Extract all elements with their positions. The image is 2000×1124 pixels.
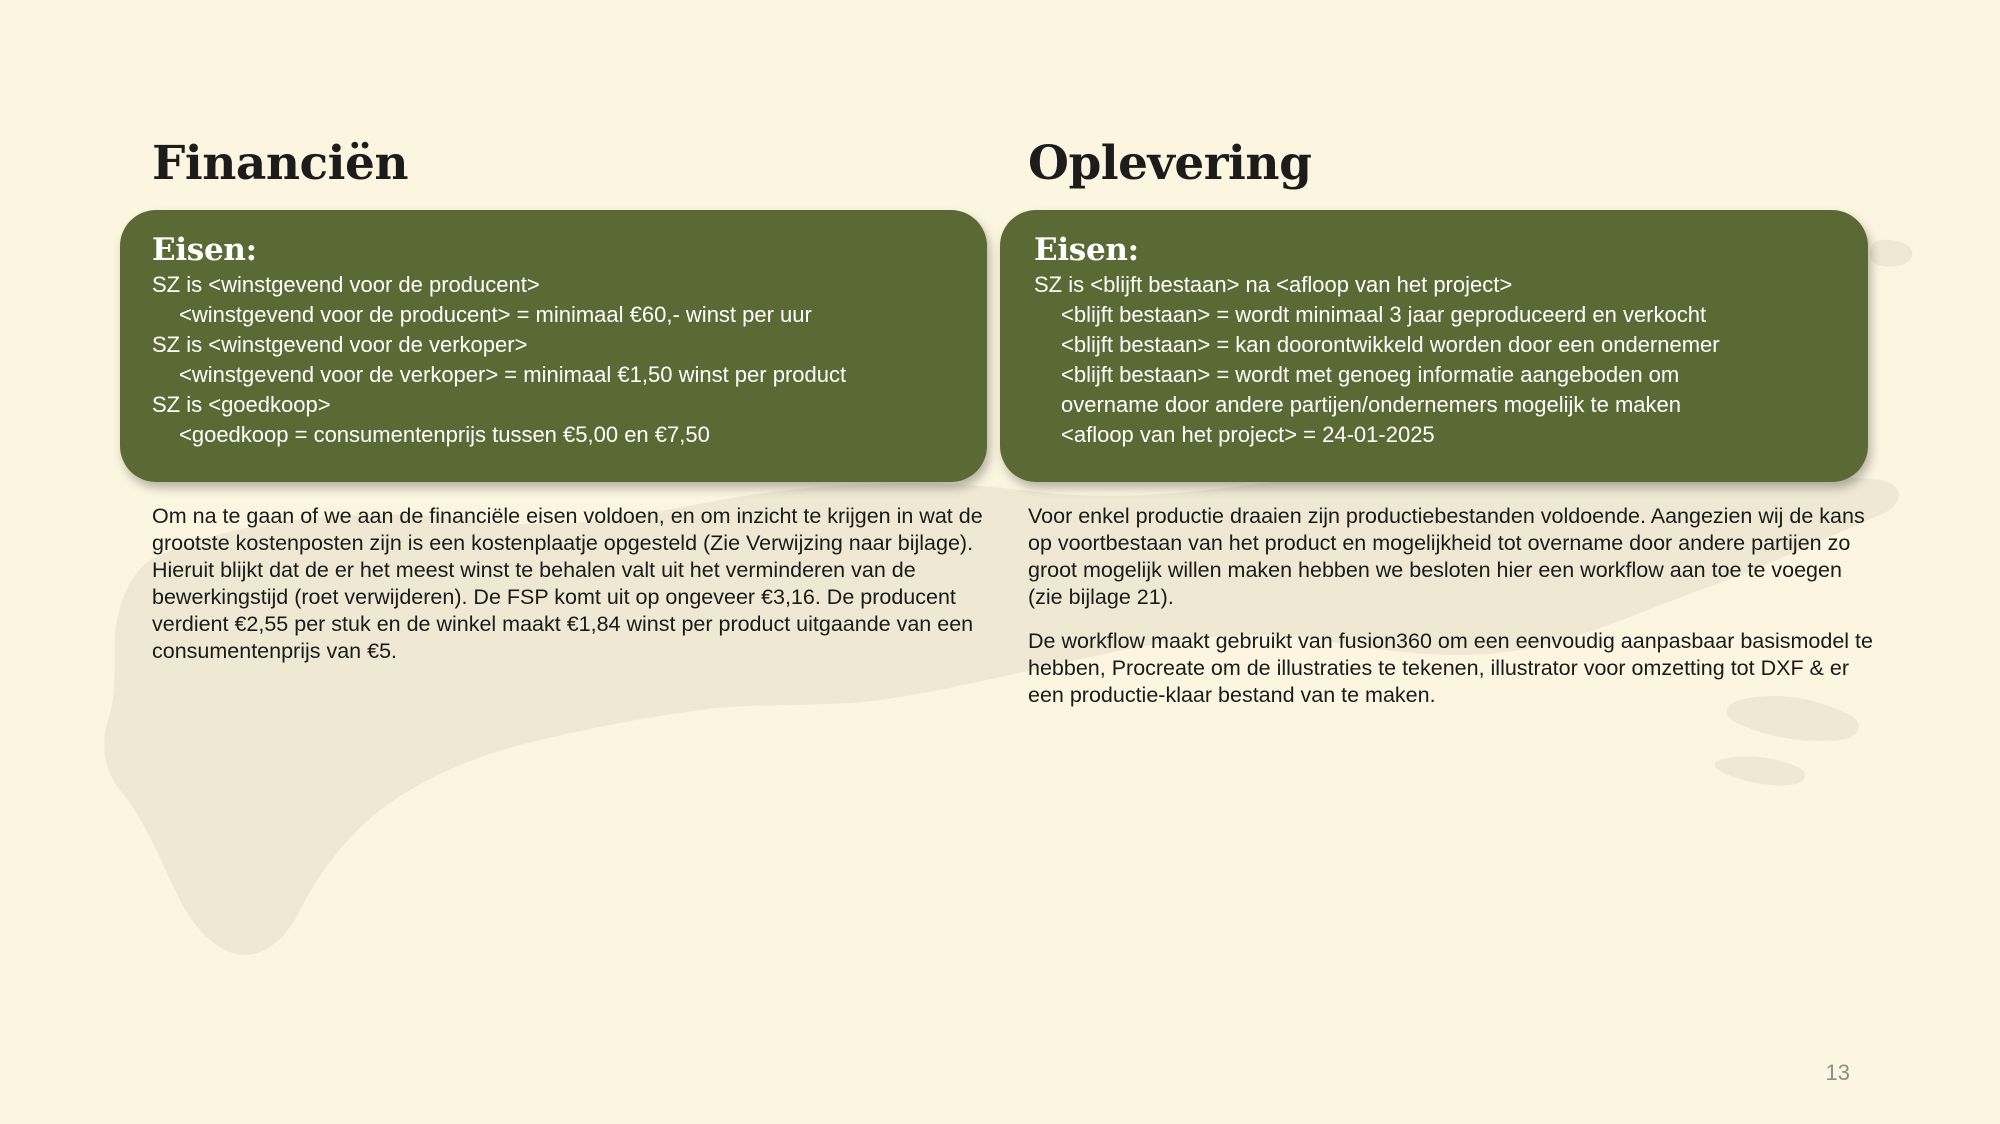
finance-requirement: SZ is <winstgevend voor de verkoper> — [152, 332, 528, 357]
finance-requirement: <winstgevend voor de producent> = minimaal €60,- winst per uur — [179, 302, 812, 327]
delivery-requirement: <blijft bestaan> = wordt met genoeg informatie aangeboden om — [1061, 362, 1680, 387]
finance-requirements-heading: Eisen: — [152, 232, 257, 268]
finance-requirement: SZ is <winstgevend voor de producent> — [152, 272, 540, 297]
delivery-paragraph-2: De workflow maakt gebruikt van fusion360 om een eenvoudig aanpasbaar basismodel te hebben, Procreate om de illustraties te tekenen, illustrator voor omzetting tot DXF & er een productie-klaar bestand van te maken. — [1028, 629, 1873, 707]
finance-paragraph: Om na te gaan of we aan de financiële eisen voldoen, en om inzicht te krijgen in wat de grootste kostenposten zijn is een kostenplaatje opgesteld (Zie Verwijzing naar bijlage). Hieruit blijkt dat de er het meest winst te behalen valt uit het verminderen van de bewerkingstijd (roet verwijderen). De FSP komt uit op ongeveer €3,16. De producent verdient €2,55 per stuk en de winkel maakt €1,84 winst per product uitgaande van een consumentenprijs van €5. — [152, 504, 983, 663]
finance-requirements-box — [120, 210, 987, 482]
delivery-body — [1028, 503, 1878, 726]
finance-requirement: <winstgevend voor de verkoper> = minimaal €1,50 winst per product — [179, 362, 847, 387]
page-number: 13 — [1825, 1060, 1850, 1085]
delivery-title: Oplevering — [1028, 136, 1312, 191]
finance-title: Financiën — [152, 136, 409, 191]
delivery-requirement: SZ is <blijft bestaan> na <afloop van het project> — [1034, 272, 1513, 297]
finance-requirement: SZ is <goedkoop> — [152, 392, 331, 417]
finance-requirement: <goedkoop = consumentenprijs tussen €5,00 en €7,50 — [179, 422, 710, 447]
delivery-requirements-heading: Eisen: — [1034, 232, 1139, 268]
delivery-requirement: overname door andere partijen/ondernemers mogelijk te maken — [1061, 392, 1682, 417]
finance-body — [152, 503, 997, 682]
delivery-requirements-box — [1000, 210, 1868, 482]
delivery-requirement: <blijft bestaan> = kan doorontwikkeld worden door een ondernemer — [1061, 332, 1720, 357]
delivery-requirement: <afloop van het project> = 24-01-2025 — [1061, 422, 1435, 447]
delivery-paragraph-1: Voor enkel productie draaien zijn productiebestanden voldoende. Aangezien wij de kans op voortbestaan van het product en mogelijkheid tot overname door andere partijen zo groot mogelijk willen maken hebben we besloten hier een workflow aan toe te voegen (zie bijlage 21). — [1028, 504, 1865, 609]
delivery-requirement: <blijft bestaan> = wordt minimaal 3 jaar geproduceerd en verkocht — [1061, 302, 1707, 327]
